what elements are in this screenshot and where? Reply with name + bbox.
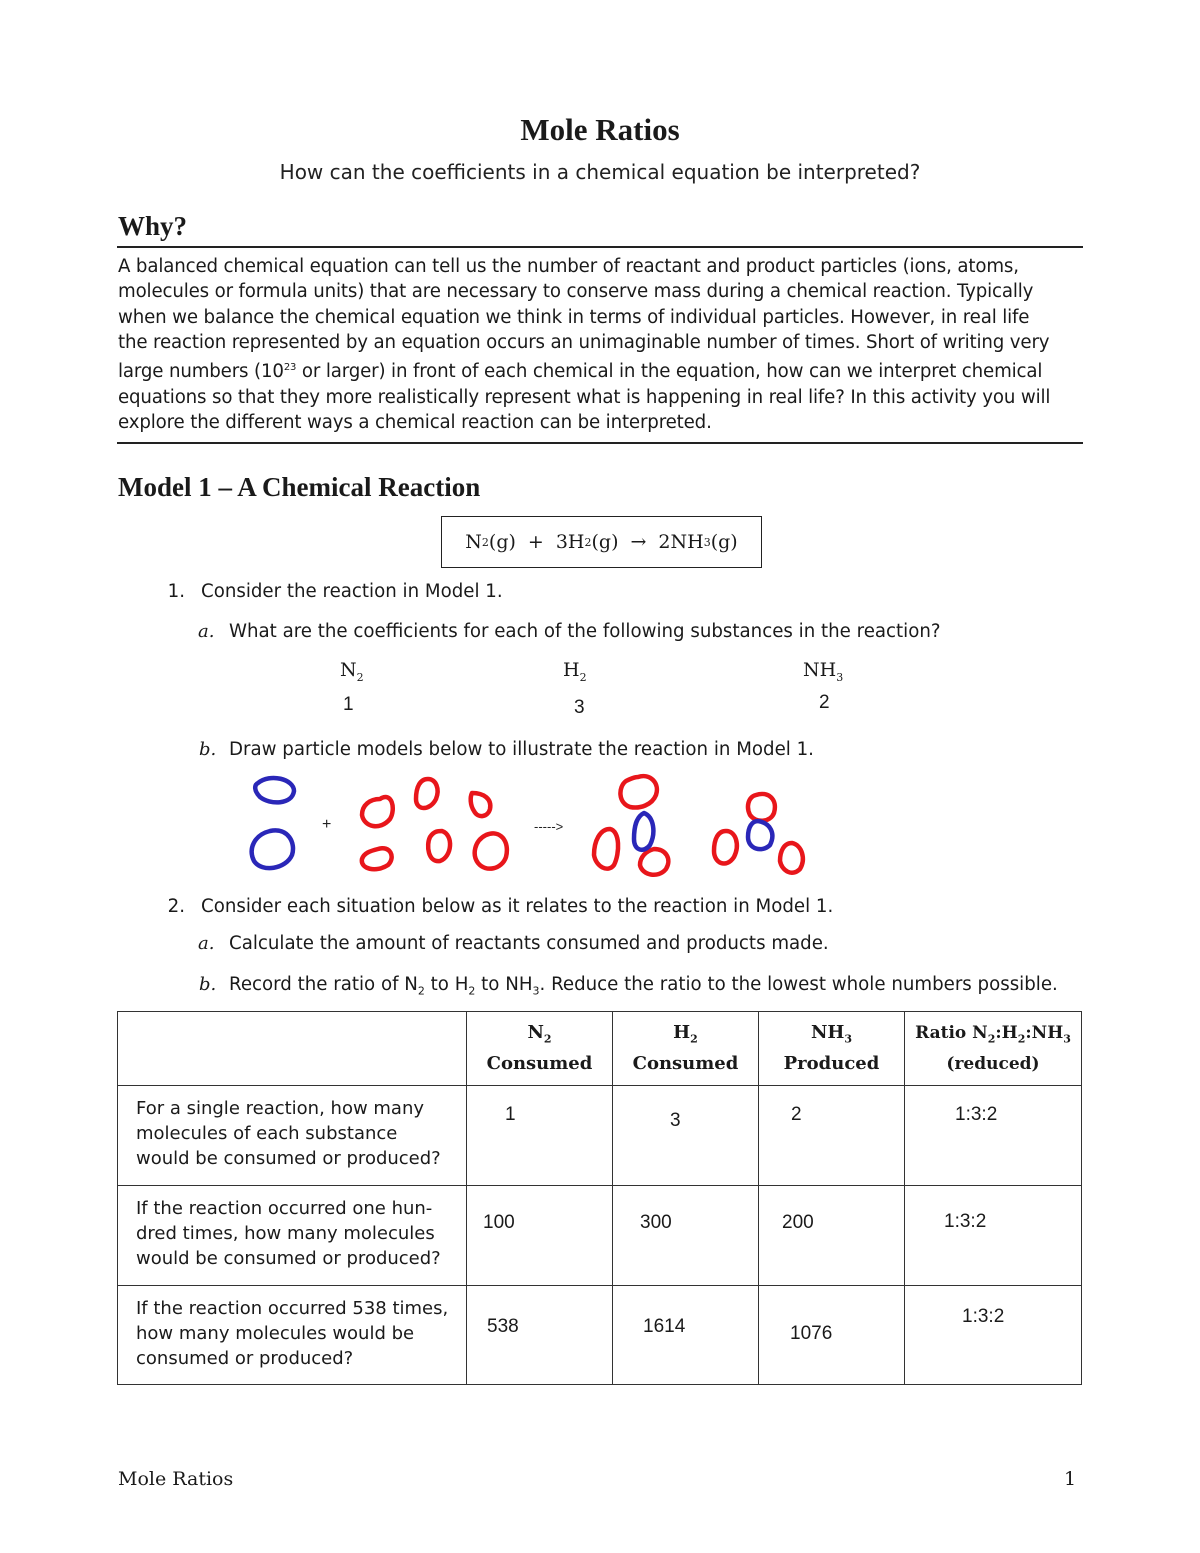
nitrogen-atom <box>748 821 772 849</box>
q1b-label: b. <box>199 739 217 760</box>
why-line-7: explore the different ways a chemical reaction can be interpreted. <box>118 411 712 433</box>
q1-number: 1. <box>167 581 185 602</box>
q1b-text: Draw particle models below to illustrate the reaction in Model 1. <box>229 739 814 760</box>
substance-nh3: $NH_3$ <box>803 659 844 684</box>
header-blank <box>118 1012 467 1086</box>
hydrogen-atom <box>416 779 438 808</box>
why-line-1: A balanced chemical equation can tell us the number of reactant and product particles (ions, atoms, <box>118 256 1019 277</box>
hydrogen-atom <box>640 849 668 875</box>
cell-ratio: 1:3:2 <box>905 1186 1082 1286</box>
header-n2: $N_2$ Consumed <box>467 1012 613 1086</box>
hydrogen-atom <box>475 833 507 868</box>
cell-nh3: 2 <box>759 1086 905 1186</box>
cell-nh3: 200 <box>759 1186 905 1286</box>
q2a-text: Calculate the amount of reactants consumed and products made. <box>229 933 829 954</box>
hydrogen-atom <box>620 776 656 807</box>
nitrogen-atom <box>255 778 294 802</box>
q2-text: Consider each situation below as it relates to the reaction in Model 1. <box>201 896 834 917</box>
answer-n2: 1 <box>343 694 354 715</box>
q2-number: 2. <box>167 896 185 917</box>
why-line-4: the reaction represented by an equation occurs an unimaginable number of times. Short of writing very <box>118 331 1050 353</box>
q1a-label: a. <box>198 621 215 642</box>
header-nh3: $NH_3$ Produced <box>759 1012 905 1086</box>
table-row <box>118 1186 1082 1286</box>
footer-title: Mole Ratios <box>118 1468 234 1490</box>
why-line-2: molecules or formula units) that are necessary to conserve mass during a chemical reaction. Typically <box>118 281 1034 303</box>
top-divider <box>117 246 1083 248</box>
drawing-arrow-icon: -----> <box>534 819 564 834</box>
bottom-divider <box>117 442 1083 444</box>
why-paragraph <box>118 254 1080 435</box>
drawing-plus: + <box>322 816 332 833</box>
hydrogen-atom <box>362 797 393 826</box>
why-line-5: large numbers ($10^{23}$ or larger) in front of each chemical in the equation, how can we interpret chemical <box>118 361 1043 383</box>
particle-drawing <box>230 765 830 885</box>
header-ratio: Ratio $N_2:H_2:NH_3$ (reduced) <box>905 1012 1082 1086</box>
substance-n2: $N_2$ <box>340 659 364 684</box>
hydrogen-atom <box>428 831 450 861</box>
cell-n2: 1 <box>467 1086 613 1186</box>
page-title: Mole Ratios <box>520 112 680 147</box>
header-h2: $H_2$ Consumed <box>613 1012 759 1086</box>
why-heading: Why? <box>118 211 188 241</box>
hydrogen-atom <box>471 793 491 816</box>
row-question: For a single reaction, how many molecules of each substance would be consumed or produced? <box>118 1086 467 1186</box>
hydrogen-atom <box>714 831 737 864</box>
why-line-6: equations so that they more realistically represent what is happening in real life? In this activity you will <box>118 386 1051 408</box>
cell-ratio: 1:3:2 <box>905 1086 1082 1186</box>
cell-h2: 3 <box>613 1086 759 1186</box>
answer-nh3: 2 <box>819 692 830 713</box>
equation-box: N 2 (g) + 3H 2 (g) → 2NH 3 (g) <box>441 516 762 568</box>
cell-n2: 100 <box>467 1186 613 1286</box>
mole-ratio-table <box>117 1011 1082 1385</box>
table-row <box>118 1286 1082 1385</box>
page-subtitle: How can the coefficients in a chemical equation be interpreted? <box>279 160 921 184</box>
cell-h2: 300 <box>613 1186 759 1286</box>
why-line-3: when we balance the chemical equation we think in terms of individual particles. However, in real life <box>118 306 1030 328</box>
nitrogen-atom <box>252 830 293 868</box>
hydrogen-atom <box>362 848 392 869</box>
q2b-label: b. <box>199 974 217 995</box>
row-question: If the reaction occurred 538 times, how many molecules would be consumed or produced? <box>118 1286 467 1385</box>
q2a-label: a. <box>198 933 215 954</box>
cell-h2: 1614 <box>613 1286 759 1385</box>
q1-text: Consider the reaction in Model 1. <box>201 581 503 602</box>
model-heading: Model 1 – A Chemical Reaction <box>118 472 481 502</box>
row-question: If the reaction occurred one hun-dred times, how many molecules would be consumed or produced? <box>118 1186 467 1286</box>
answer-h2: 3 <box>574 697 585 718</box>
q2b-text: Record the ratio of $N_2$ to $H_2$ to $NH_3$. Reduce the ratio to the lowest whole numbers possible. <box>229 974 1058 998</box>
hydrogen-atom <box>780 843 803 873</box>
cell-ratio: 1:3:2 <box>905 1286 1082 1385</box>
page-number: 1 <box>1064 1468 1077 1490</box>
hydrogen-atom <box>594 829 618 869</box>
hydrogen-atom <box>748 794 775 821</box>
cell-n2: 538 <box>467 1286 613 1385</box>
q1a-text: What are the coefficients for each of the following substances in the reaction? <box>229 621 941 642</box>
table-row <box>118 1086 1082 1186</box>
substance-h2: $H_2$ <box>563 659 587 684</box>
cell-nh3: 1076 <box>759 1286 905 1385</box>
reaction-arrow-icon: → <box>630 531 647 553</box>
nitrogen-atom <box>634 813 653 850</box>
